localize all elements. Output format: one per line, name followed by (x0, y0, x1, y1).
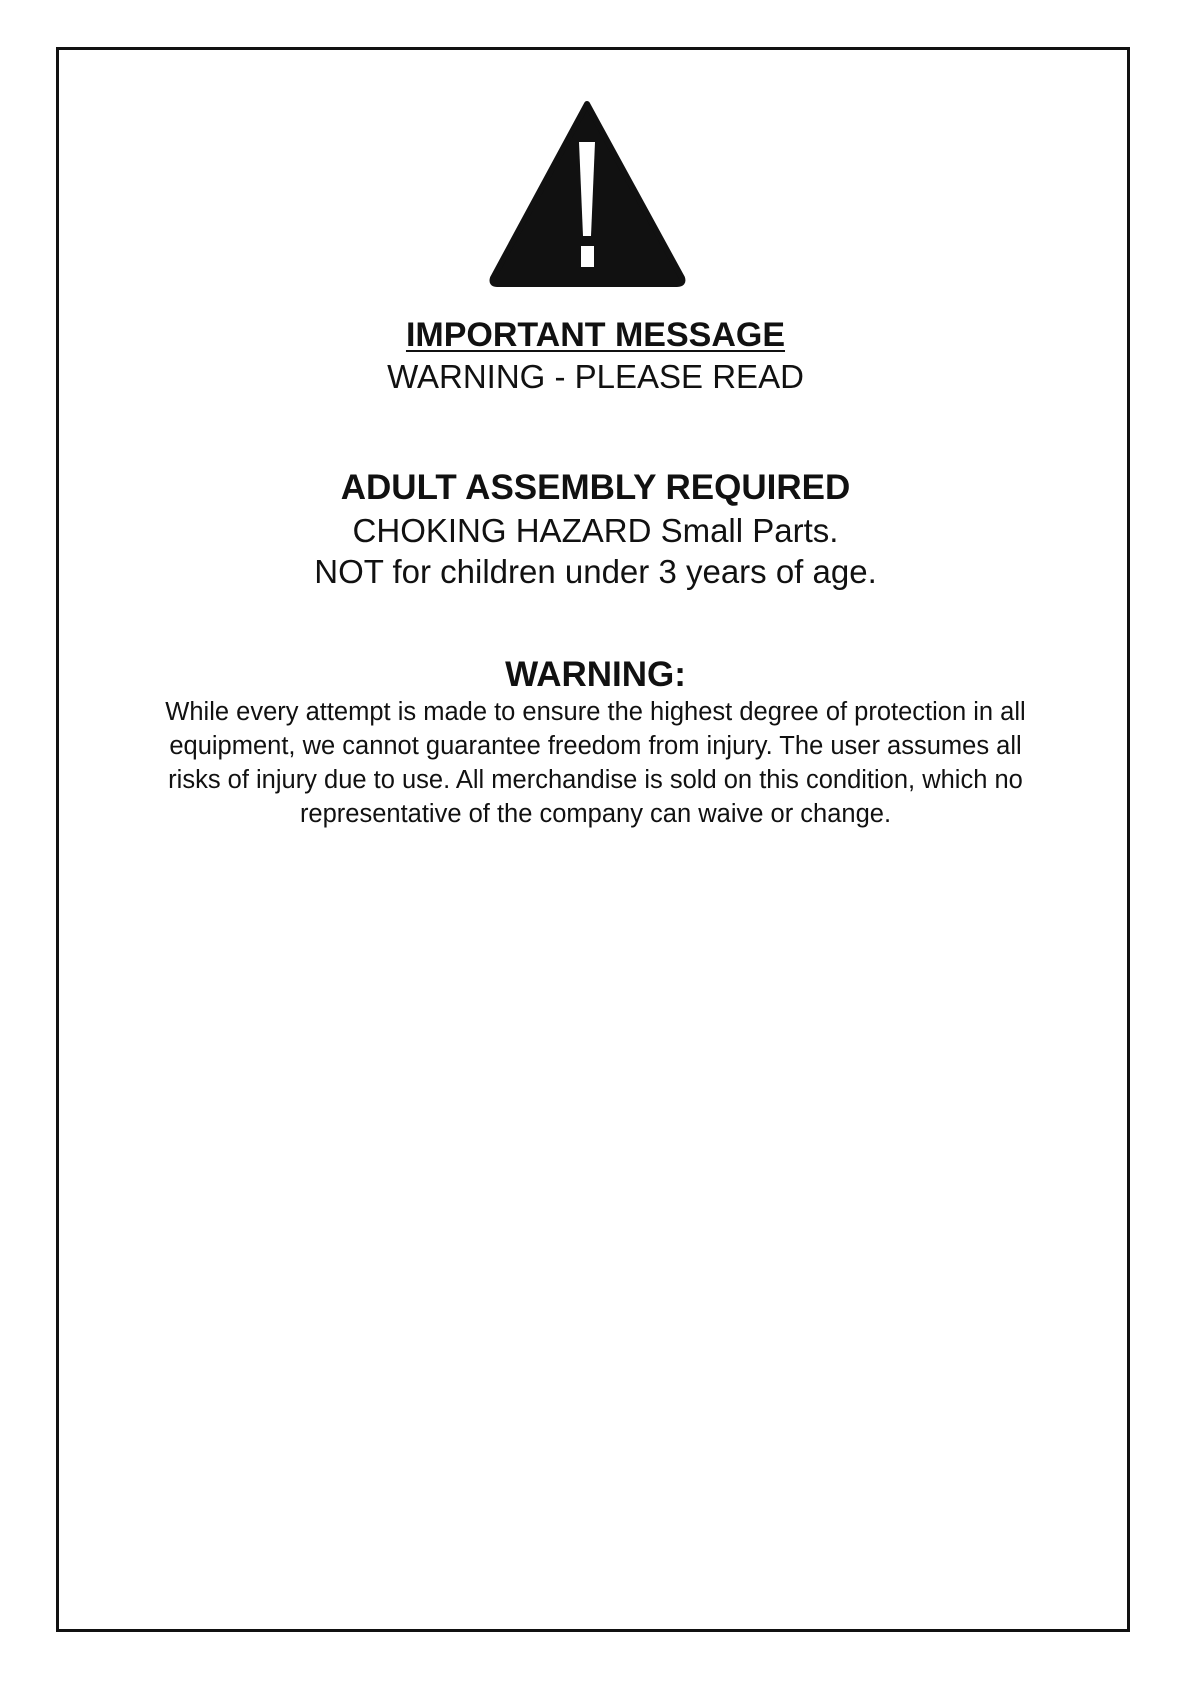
warning-heading: WARNING: (505, 655, 686, 694)
choking-hazard-text: CHOKING HAZARD Small Parts. (352, 512, 839, 549)
important-message-heading: IMPORTANT MESSAGE (405, 316, 786, 354)
warning-disclaimer-paragraph (90, 695, 1101, 831)
please-read-warning: WARNING - PLEASE READ (387, 358, 804, 395)
warning-disclaimer-line: equipment, we cannot guarantee freedom from injury. The user assumes all (169, 732, 1022, 760)
warning-disclaimer-line: risks of injury due to use. All merchandise is sold on this condition, which no (168, 766, 1023, 794)
age-warning-text: NOT for children under 3 years of age. (314, 553, 877, 590)
warning-disclaimer-line: While every attempt is made to ensure the highest degree of protection in all (165, 698, 1026, 726)
warning-triangle-icon (485, 100, 690, 290)
adult-assembly-heading: ADULT ASSEMBLY REQUIRED (340, 468, 851, 507)
warning-disclaimer-line: representative of the company can waive or change. (299, 800, 892, 828)
